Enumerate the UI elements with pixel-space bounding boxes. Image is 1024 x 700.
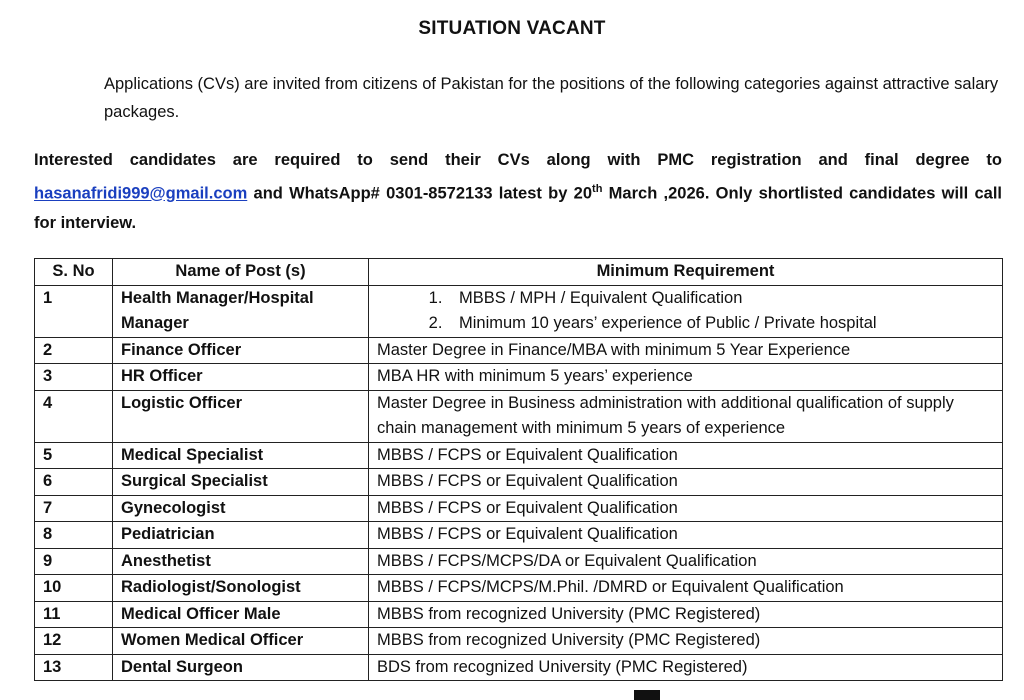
table-row <box>35 364 1003 391</box>
table-row <box>35 285 1003 337</box>
page-title: SITUATION VACANT <box>418 18 606 39</box>
header-post: Name of Post (s) <box>113 259 369 286</box>
sno-cell: 12 <box>35 628 113 655</box>
post-cell: Pediatrician <box>113 522 369 549</box>
header-requirement: Minimum Requirement <box>369 259 1003 286</box>
sno-cell: 7 <box>35 495 113 522</box>
table-row <box>35 390 1003 442</box>
table-row <box>35 601 1003 628</box>
post-cell: Logistic Officer <box>113 390 369 442</box>
post-cell: Health Manager/Hospital Manager <box>113 285 369 337</box>
table-row <box>35 654 1003 681</box>
requirement-cell: MBBS / FCPS or Equivalent Qualification <box>369 442 1003 469</box>
table-header-row <box>35 259 1003 286</box>
table-row <box>35 575 1003 602</box>
post-cell: Surgical Specialist <box>113 469 369 496</box>
requirement-cell: MBBS / FCPS or Equivalent Qualification <box>369 522 1003 549</box>
intro-paragraph: Applications (CVs) are invited from citizens of Pakistan for the positions of the following categories against attractive salary packages. <box>104 75 999 121</box>
requirement-cell: Master Degree in Business administration with additional qualification of supply chain management with minimum 5 years of experience <box>369 390 1003 442</box>
sno-cell: 10 <box>35 575 113 602</box>
application-notice <box>34 146 1002 238</box>
requirement-cell: MBBS / FCPS or Equivalent Qualification <box>369 469 1003 496</box>
requirement-cell: MBBS / FCPS/MCPS/DA or Equivalent Qualification <box>369 548 1003 575</box>
requirement-cell: MBBS from recognized University (PMC Registered) <box>369 628 1003 655</box>
sno-cell: 11 <box>35 601 113 628</box>
table-row <box>35 548 1003 575</box>
positions-table <box>34 258 1003 681</box>
table-row <box>35 442 1003 469</box>
date-superscript: th <box>592 183 603 195</box>
sno-cell: 9 <box>35 548 113 575</box>
table-row <box>35 522 1003 549</box>
notice-text-start: Interested candidates are required to send their CVs along with PMC registration and final degree to <box>34 151 1002 169</box>
sno-cell: 1 <box>35 285 113 337</box>
header-sno: S. No <box>35 259 113 286</box>
sno-cell: 3 <box>35 364 113 391</box>
requirement-cell: BDS from recognized University (PMC Registered) <box>369 654 1003 681</box>
sno-cell: 5 <box>35 442 113 469</box>
sno-cell: 6 <box>35 469 113 496</box>
requirement-cell <box>369 285 1003 337</box>
requirement-item: 2. Minimum 10 years’ experience of Public / Private hospital <box>447 311 994 337</box>
post-cell: HR Officer <box>113 364 369 391</box>
post-cell: Gynecologist <box>113 495 369 522</box>
post-cell: Medical Officer Male <box>113 601 369 628</box>
post-cell: Anesthetist <box>113 548 369 575</box>
notice-text-end: March ,2026. Only shortlisted candidates will call for interview. <box>34 184 1002 232</box>
requirement-cell: MBBS / FCPS or Equivalent Qualification <box>369 495 1003 522</box>
table-row <box>35 469 1003 496</box>
sno-cell: 13 <box>35 654 113 681</box>
requirement-cell: Master Degree in Finance/MBA with minimum 5 Year Experience <box>369 337 1003 364</box>
requirement-cell: MBBS from recognized University (PMC Registered) <box>369 601 1003 628</box>
post-cell: Radiologist/Sonologist <box>113 575 369 602</box>
post-cell: Medical Specialist <box>113 442 369 469</box>
table-row <box>35 337 1003 364</box>
email-link[interactable]: hasanafridi999@gmail.com <box>34 184 248 203</box>
sno-cell: 8 <box>35 522 113 549</box>
requirement-cell: MBBS / FCPS/MCPS/M.Phil. /DMRD or Equivalent Qualification <box>369 575 1003 602</box>
post-cell: Women Medical Officer <box>113 628 369 655</box>
requirement-item: 1. MBBS / MPH / Equivalent Qualification <box>447 286 994 312</box>
sno-cell: 4 <box>35 390 113 442</box>
post-cell: Dental Surgeon <box>113 654 369 681</box>
requirement-list <box>377 286 994 337</box>
sno-cell: 2 <box>35 337 113 364</box>
notice-text-middle: and WhatsApp# 0301-8572133 latest by 20 <box>247 184 593 203</box>
requirement-cell: MBA HR with minimum 5 years’ experience <box>369 364 1003 391</box>
table-row <box>35 495 1003 522</box>
bottom-edge-mark <box>634 690 660 700</box>
table-row <box>35 628 1003 655</box>
post-cell: Finance Officer <box>113 337 369 364</box>
